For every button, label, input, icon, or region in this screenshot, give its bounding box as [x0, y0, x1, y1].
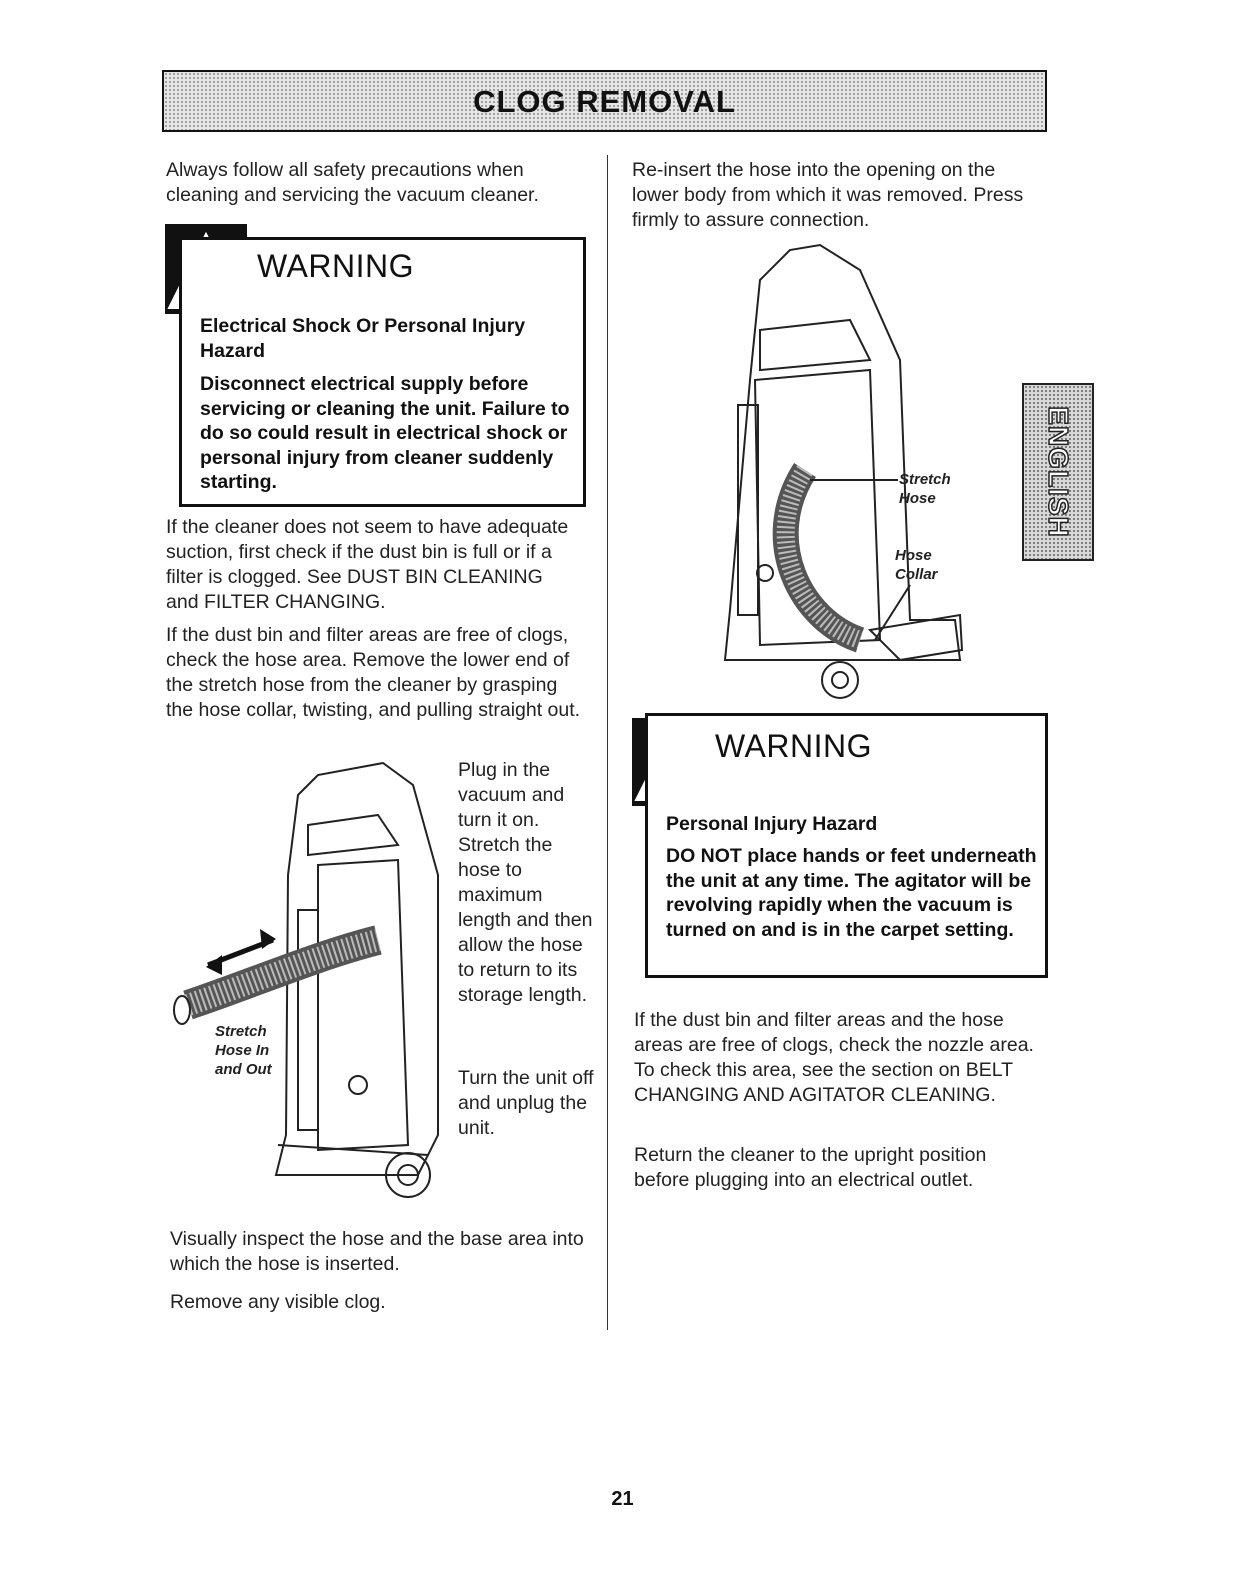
suction-paragraph: If the cleaner does not seem to have adequate suction, first check if the dust bin is full or if a filter is clogged. See DUST BIN CLEANING and FILTER CHANGING.	[166, 516, 569, 613]
stretch-instructions: Plug in the vacuum and turn it on. Stretch the hose to maximum length and then allow the hose to return to its storage length.	[458, 759, 593, 1006]
warning-title: WARNING	[257, 248, 414, 284]
unplug-instructions: Turn the unit off and unplug the unit.	[458, 1067, 594, 1139]
nozzle-paragraph: If the dust bin and filter areas and the hose areas are free of clogs, check the nozzle area. To check this area, see the section on BELT CHANGING AND AGITATOR CLEANING.	[634, 1009, 1034, 1106]
upright-paragraph: Return the cleaner to the upright position before plugging into an electrical outlet.	[634, 1144, 987, 1191]
section-title: CLOG REMOVAL	[473, 84, 736, 119]
reinsert-paragraph: Re-insert the hose into the opening on the lower body from which it was removed. Press firmly to assure connection.	[632, 159, 1024, 231]
figure-label-line-3: and Out	[215, 1061, 272, 1078]
figure-label-line-2: Hose In	[215, 1042, 270, 1059]
inspect-paragraph: Visually inspect the hose and the base area into which the hose is inserted.	[170, 1228, 584, 1275]
language-tab	[1022, 383, 1094, 561]
stretch-hose-label-line-2: Hose	[899, 490, 936, 507]
vacuum-stretch-hose-illustration	[168, 755, 448, 1205]
figure-label-line-1: Stretch	[215, 1023, 267, 1040]
warning-title-2: WARNING	[715, 728, 872, 764]
hose-collar-label-line-2: Collar	[895, 566, 938, 583]
column-divider	[607, 155, 608, 1330]
language-tab-label: ENGLISH	[1043, 406, 1074, 538]
section-header	[162, 70, 1047, 132]
stretch-hose-label	[899, 470, 951, 508]
hose-area-paragraph: If the dust bin and filter areas are free of clogs, check the hose area. Remove the lower end of the stretch hose from the cleaner by grasping the hose collar, twisting, and pulling straight out.	[166, 624, 581, 721]
stretch-hose-label-line-1: Stretch	[899, 471, 951, 488]
warning-heading-2: Personal Injury Hazard	[666, 813, 878, 835]
page-number: 21	[611, 1488, 634, 1510]
intro-paragraph: Always follow all safety precautions when cleaning and servicing the vacuum cleaner.	[166, 159, 539, 206]
hose-collar-label-line-1: Hose	[895, 547, 932, 564]
remove-clog-paragraph: Remove any visible clog.	[170, 1291, 386, 1313]
warning-heading: Electrical Shock Or Personal Injury Hazard	[200, 315, 526, 362]
warning-text: Disconnect electrical supply before servicing or cleaning the unit. Failure to do so could result in electrical shock or personal injury from cleaner suddenly starting.	[200, 373, 570, 493]
stretch-hose-in-out-label	[215, 1022, 272, 1079]
warning-text-2: DO NOT place hands or feet underneath the unit at any time. The agitator will be revolving rapidly when the vacuum is turned on and is in the carpet setting.	[666, 845, 1037, 941]
hose-collar-label	[895, 546, 938, 584]
